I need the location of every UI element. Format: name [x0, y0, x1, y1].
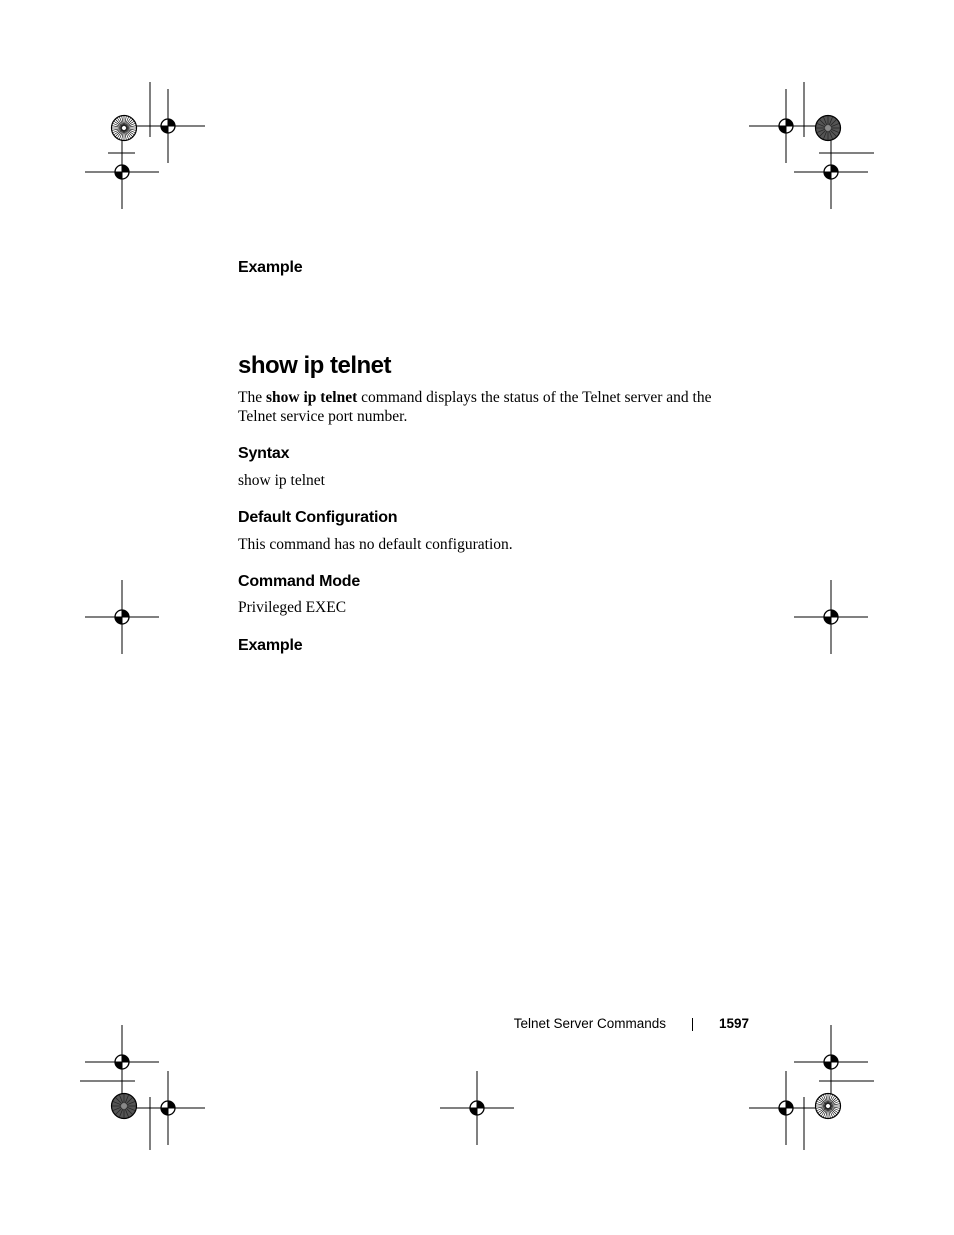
registration-mark [131, 89, 205, 163]
intro-line-2: Telnet service port number. [238, 408, 408, 425]
registration-mark [794, 580, 868, 654]
registration-mark [794, 1025, 868, 1099]
default-config-text: This command has no default configuration. [238, 536, 513, 553]
color-wheel-mark [112, 116, 137, 141]
registration-mark [85, 1025, 159, 1099]
intro-suffix: command displays the status of the Telnet server and the [357, 389, 712, 406]
intro-paragraph [238, 388, 758, 426]
syntax-text: show ip telnet [238, 472, 325, 489]
command-mode-heading: Command Mode [238, 573, 361, 590]
registration-mark [85, 135, 159, 209]
command-mode-text: Privileged EXEC [238, 599, 347, 616]
registration-mark [749, 89, 823, 163]
example-heading-top: Example [238, 259, 303, 276]
intro-command: show ip telnet [265, 389, 358, 406]
registration-mark [131, 1071, 205, 1145]
section-title: show ip telnet [238, 352, 392, 379]
syntax-heading: Syntax [238, 445, 290, 462]
color-wheel-mark [816, 1094, 841, 1119]
color-wheel-mark [816, 116, 841, 141]
registration-mark [794, 135, 868, 209]
registration-mark [85, 580, 159, 654]
footer-chapter: Telnet Server Commands [513, 1016, 666, 1031]
registration-mark [440, 1071, 514, 1145]
footer-separator [692, 1018, 693, 1031]
example-heading: Example [238, 637, 303, 654]
page-number: 1597 [719, 1016, 750, 1031]
registration-mark [749, 1071, 823, 1145]
default-config-heading: Default Configuration [238, 509, 398, 526]
color-wheel-mark [112, 1094, 137, 1119]
intro-prefix: The [238, 389, 266, 406]
